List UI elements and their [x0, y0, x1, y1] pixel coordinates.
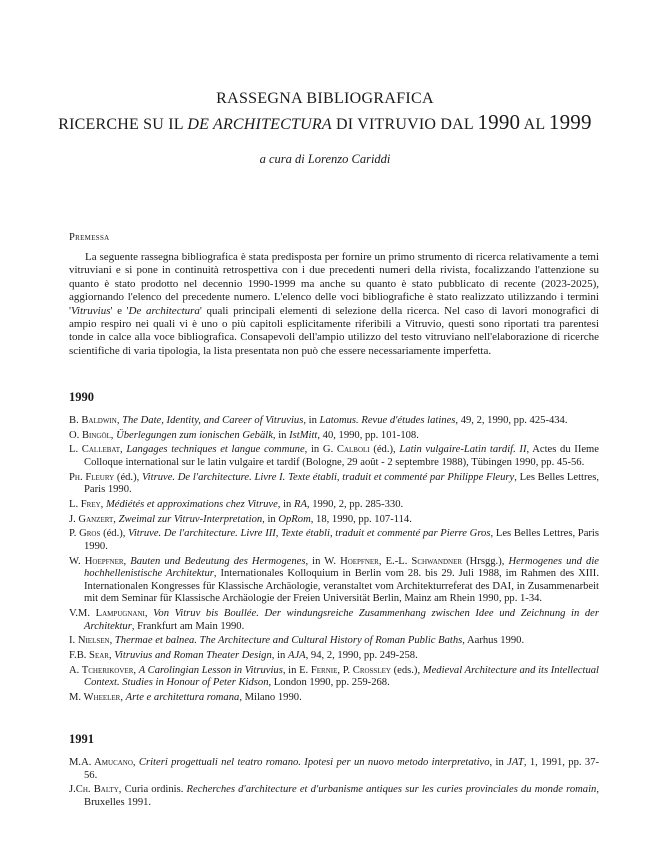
bib-entry — [69, 757, 599, 782]
bib-entry — [69, 692, 599, 705]
entry-journal: Latomus. Revue d'études latines — [319, 415, 456, 426]
entry-text: , in E. — [282, 664, 311, 676]
entry-text: , Frankfurt am Main 1990. — [131, 620, 245, 632]
intro-text: ' e ' — [110, 304, 129, 317]
bib-entry — [69, 528, 599, 553]
entry-text: , — [109, 635, 115, 647]
bib-entry — [69, 472, 599, 497]
entry-text: , 18, 1990, pp. 107-114. — [310, 513, 412, 525]
bib-entry — [69, 665, 599, 690]
entry-text: , 49, 2, 1990, pp. 425-434. — [455, 415, 568, 426]
year-heading-1990: 1990 — [69, 390, 94, 404]
entry-journal: IstMitt — [289, 429, 318, 441]
entry-title: Von Vitruv bis Boullée. Der windungsreiche Zusammenhang zwischen Idee und Zeichnung in der Architektur — [84, 608, 599, 632]
bibliography-list-1991 — [69, 757, 599, 812]
entry-text: , — [110, 429, 117, 441]
bibliography-list-1990 — [69, 415, 599, 707]
entry-author: Ph. Fleury — [69, 471, 115, 483]
entry-author: B. Baldwin — [69, 415, 117, 426]
rubric-title: RASSEGNA BIBLIOGRAFICA — [216, 90, 434, 107]
bib-entry — [69, 784, 599, 809]
entry-title: Criteri progettuali nel teatro romano. Ipotesi per un nuovo metodo interpretativo — [138, 757, 490, 768]
entry-author: W. Hoepfner — [69, 555, 124, 567]
entry-title: Recherches d'architecture et d'urbanisme antiques sur les curies provinciales du monde romain — [186, 784, 597, 796]
entry-text: , Aarhus 1990. — [462, 635, 525, 647]
entry-text: , in — [489, 757, 508, 768]
curator-line: a cura di Lorenzo Cariddi — [259, 152, 391, 166]
entry-text: , P. — [337, 664, 353, 676]
year-heading-1991: 1991 — [69, 732, 94, 746]
entry-text: , Les Belles Lettres, Paris 1990. — [84, 528, 599, 552]
entry-text: , E.-L. — [378, 555, 412, 567]
entry-text: (éd.), — [100, 528, 129, 540]
entry-text: , — [116, 415, 123, 426]
title-part: AL — [520, 116, 549, 133]
intro-text: ' quali principali elementi di selezione della ricerca. Nel caso di lavori monografici di ampio respiro nei quali vi è uno o più capitoli esplicitamente riferibili a Vitruvio, questi sono riportati tra parentesi tonde in calce alla voce bibliografica. Consapevoli dell'ampio utilizzo del testo vitruviano nell'elaborazione di ricerche scientifiche di varia tipologia, la lista presentata non può che essere necessariamente imperfetta. — [69, 304, 600, 357]
title-year-to: 1999 — [548, 110, 592, 134]
title-year-from: 1990 — [477, 110, 521, 134]
entry-author: V.M. Lampugnani — [69, 608, 145, 620]
entry-editor: Calboli — [336, 444, 370, 456]
bib-entry — [69, 499, 599, 512]
entry-text: , — [123, 555, 131, 567]
bib-entry — [69, 415, 599, 428]
entry-journal: AJA — [287, 650, 306, 662]
entry-text: (Hrsgg.), — [462, 555, 509, 567]
intro-term: De architectura — [128, 304, 200, 317]
entry-text: , in — [271, 650, 288, 662]
entry-text: , — [108, 650, 115, 662]
entry-editor: Crossley — [352, 664, 391, 676]
entry-text: , 40, 1990, pp. 101-108. — [317, 429, 419, 441]
entry-text: , 1990, 2, pp. 285-330. — [306, 498, 404, 510]
bib-entry — [69, 444, 599, 469]
bib-entry — [69, 635, 599, 648]
bib-entry — [69, 650, 599, 663]
entry-text: , 94, 2, 1990, pp. 249-258. — [305, 650, 418, 662]
title-italic: DE ARCHITECTURA — [187, 116, 332, 133]
title-part: DI VITRUVIO DAL — [331, 116, 478, 133]
entry-title: Vitruvius and Roman Theater Design — [114, 650, 272, 662]
entry-author: A. Tcherikover — [69, 664, 134, 676]
entry-text: , in — [303, 415, 320, 426]
entry-author: J.Ch. Balty — [69, 784, 119, 796]
entry-title: A Carolingian Lesson in Vitruvius — [138, 664, 283, 676]
intro-text: La seguente rassegna bibliografica è stata predisposta per fornire un primo strumento di ricerca relativamente a temi vitruviani e si pone in continuità retrospettiva con i due precedenti numeri della rivista, focalizzando l'attenzione su quanto è stato prodotto nel decennio 1990-1999 ma anche su quanto è stato pubblicato di recente (2023-2025), aggiornando l'elenco del precedente numero. L'elenco delle voci bibliografiche è stato realizzato utilizzando i termini ' — [69, 251, 599, 317]
entry-author: I. Nielsen — [69, 635, 110, 647]
entry-text: , Bruxelles 1991. — [84, 784, 599, 808]
bib-entry — [69, 430, 599, 443]
entry-text: , Curia ordinis. — [118, 784, 187, 796]
entry-author: L. Frey — [69, 498, 101, 510]
entry-author: M.A. Amucano — [69, 757, 133, 768]
entry-author: O. Bingöl — [69, 429, 111, 441]
entry-text: , in G. — [304, 444, 337, 456]
entry-author: J. Ganzert — [69, 513, 114, 525]
entry-journal: OpRom — [278, 513, 311, 525]
entry-text: , in — [262, 513, 279, 525]
entry-title: Arte e architettura romana — [125, 692, 240, 703]
entry-title: Zweimal zur Vitruv-Interpretation — [118, 513, 263, 525]
bib-entry — [69, 608, 599, 633]
entry-text: , — [100, 498, 106, 510]
bib-entry — [69, 514, 599, 527]
entry-journal: RA — [293, 498, 307, 510]
entry-text: , in — [272, 429, 290, 441]
entry-editor: Schwandner — [411, 555, 463, 567]
entry-journal: JAT — [507, 757, 524, 768]
entry-book: Hermogenes und die hochhellenistische Architektur — [84, 555, 599, 580]
entry-title: Langages techniques et langue commune — [126, 444, 305, 456]
entry-text: (eds.), — [390, 664, 423, 676]
entry-text: (éd.), — [114, 471, 142, 483]
entry-title: Vitruve. De l'architecture. Livre III, Texte établi, traduit et commenté par Pierre Gros — [128, 528, 491, 540]
title-part: RICERCHE SU IL — [58, 116, 188, 133]
entry-book: Latin vulgaire-Latin tardif. II — [399, 444, 527, 456]
entry-book: Medieval Architecture and its Intellectual Context. Studies in Honour of Peter Kidson — [84, 664, 599, 689]
entry-editor: Hoepfner — [340, 555, 379, 567]
entry-title: The Date, Identity, and Career of Vitruvius — [122, 415, 304, 426]
entry-text: , Les Belles Lettres, Paris 1990. — [84, 471, 599, 496]
section-label-premessa: Premessa — [69, 232, 110, 243]
entry-title: Vitruve. De l'architecture. Livre I. Texte établi, traduit et commenté par Philippe Fleury — [142, 471, 515, 483]
entry-text: , Milano 1990. — [239, 692, 302, 703]
entry-editor: Fernie — [310, 664, 338, 676]
entry-author: M. Wheeler — [69, 692, 121, 703]
bib-entry — [69, 556, 599, 606]
entry-text: , — [120, 692, 126, 703]
entry-author: F.B. Sear — [69, 650, 109, 662]
entry-title: Médiétés et approximations chez Vitruve — [105, 498, 278, 510]
entry-text: , — [132, 757, 139, 768]
entry-author: P. Gros — [69, 528, 101, 540]
entry-title: Thermae et balnea. The Architecture and Cultural History of Roman Public Baths — [114, 635, 463, 647]
entry-text: , — [144, 608, 154, 620]
entry-author: L. Callebat — [69, 444, 120, 456]
entry-text: , Internationales Kolloquium in Berlin vom 28. bis 29. Juli 1988, im Rahmen des XIII. Internationalen Kongresses für Klassische Archäologie, veranstaltet vom Architekturreferat des DAI, in Zusammenarbeit mit dem Seminar für Klassische Archäologie der Freien Universität Berlin, Mainz am Rhein 1990, pp. 1-34. — [84, 568, 599, 605]
entry-text: , in W. — [305, 555, 341, 567]
intro-term: Vitruvius — [70, 304, 111, 317]
article-title — [0, 110, 650, 135]
entry-text: , Actes du IIeme Colloque international sur le latin vulgaire et tardif (Bologne, 29 août - 2 septembre 1988), Tübingen 1990, pp. 45-56. — [84, 444, 599, 468]
entry-title: Überlegungen zum ionischen Gebälk — [116, 429, 273, 441]
entry-text: , — [133, 664, 139, 676]
intro-paragraph — [69, 251, 599, 358]
entry-text: , — [113, 513, 119, 525]
entry-text: , in — [277, 498, 294, 510]
entry-text: , 1, 1991, pp. 37-56. — [84, 757, 600, 781]
entry-text: (éd.), — [369, 444, 400, 456]
entry-text: , London 1990, pp. 259-268. — [268, 677, 390, 689]
entry-title: Bauten und Bedeutung des Hermogenes — [130, 555, 306, 567]
entry-text: , — [119, 444, 127, 456]
